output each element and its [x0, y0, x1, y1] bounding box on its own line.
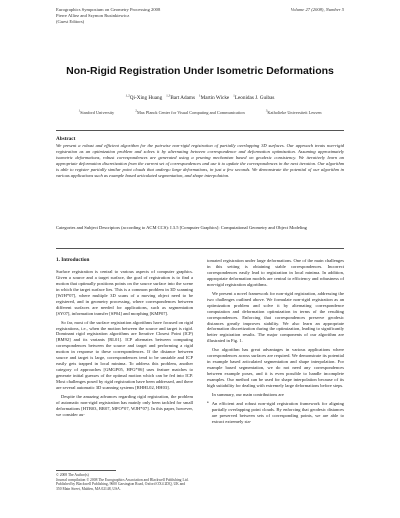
- affiliation-name: Katholieke Universiteit Leuven: [267, 110, 322, 115]
- author-sup: 1,3: [166, 93, 171, 98]
- affiliation-sup: 1: [78, 108, 81, 113]
- author-list: [0, 95, 400, 101]
- abstract-top-rule: [56, 130, 344, 131]
- abstract-text: We present a robust and efficient algorithm for the pairwise non-rigid registration of partially overlapping 3D surfaces. Our approach treats non-rigid registration as an optimization problem and solves it by alternating between correspondence and deformation optimization. Assuming approximately isometric deformations, robust correspondences are generated using a pruning mechanism based on geodesic consistency. We iteratively learn an appropriate deformation discretization from the current set of correspondences and use it to update the correspondences in the next iteration. Our algorithm is able to register partially similar point clouds that undergo large deformations, in just a few seconds. We demonstrate the potential of our algorithm in various applications such as example based articulated segmentation, and shape interpolation.: [56, 143, 344, 178]
- affiliations: [0, 110, 400, 115]
- body-paragraph: Our algorithm has great advantages in various applications where correspondences across surfaces are required. We demonstrate its potential in example based articulated segmentation and shape interpolation. For example based segmentation, we do not need any correspondences between example poses, and it is even possible to handle incomplete examples. Our method can be used for shape interpolation because of its high suitability for dealing with extremely large deformations before steps.: [207, 347, 344, 389]
- right-column: [207, 258, 344, 428]
- body-paragraph: In summary, our main contributions are: [212, 392, 284, 398]
- body-paragraph: We present a novel framework for non-rigid registration, addressing the two challenges outlined above. We formulate non-rigid registration as an optimization problem and solve it by alternating correspondence computation and deformation optimization in terms of the resulting correspondences. Enforcing that correspondences preserve geodesic distances greatly improves stability. We also learn an appropriate deformation discretization during the optimization, leading to significantly better registration results. The major components of our algorithm are illustrated in Fig. 1.: [207, 290, 344, 344]
- affiliation-name: Max Planck Center for Visual Computing and Communication: [136, 110, 245, 115]
- copyright-footer: [56, 470, 193, 492]
- categories-text: Categories and Subject Descriptors (according to ACM CCS): I.3.5 [Computer Graphics]: Computational Geometry and Object Modeling: [56, 225, 307, 230]
- footer-line: Published by Blackwell Publishing, 9600 Garsington Road, Oxford OX4 2DQ, UK and: [56, 482, 186, 487]
- footer-line: © 2008 The Author(s): [56, 473, 89, 477]
- affiliation: [135, 110, 244, 115]
- author-name: Martin Wicke: [200, 95, 230, 101]
- contribution-bullet: [207, 401, 344, 425]
- author-sup: 1: [198, 93, 201, 98]
- affiliation-sup: 3: [265, 108, 268, 113]
- abstract-bottom-rule: [56, 248, 344, 249]
- footer-rule: [56, 470, 116, 471]
- body-paragraph: Surface registration is central to various aspects of computer graphics. Given a source and a target surface, the goal of registration is to find a motion that optimally positions points on the source surface into the scene in which the target surface lies. This is a common problem in 3D scanning [WJH*07], where multiple 3D scans of a moving object need to be registered, and in geometry processing, where correspondences between different surfaces are needed for applications, such as segmentation [SY07], information transfer [SP04] and morphing [KMP07].: [56, 268, 193, 316]
- bullet-icon: •: [207, 400, 209, 406]
- volume-header: Volume 27 (2008), Number 5: [290, 7, 344, 12]
- affiliation-name: Stanford University: [80, 110, 115, 115]
- author-name: Qi-Xing Huang: [129, 95, 163, 101]
- paper-title: Non-Rigid Registration Under Isometric Deformations: [66, 65, 334, 77]
- header-line: (Guest Editors): [56, 18, 85, 24]
- header-line: Eurographics Symposium on Geometry Processing 2008: [56, 7, 161, 12]
- footer-line: Journal compilation © 2008 The Eurographics Association and Blackwell Publishing Ltd.: [56, 477, 189, 482]
- abstract-heading: Abstract: [56, 136, 76, 142]
- affiliation: [78, 110, 114, 115]
- author-name: Bart Adams: [170, 95, 195, 101]
- conference-header: [56, 7, 160, 24]
- section-heading: 1. Introduction: [56, 257, 90, 263]
- body-paragraph: tomated registration under large deformations. One of the main challenges in this setting is obtaining stable correspondences. Incorrect correspondences easily lead to registration in local minima. In addition, appropriate deformation models are central to efficiency and robustness of non-rigid registration algorithms.: [207, 258, 344, 287]
- bullet-text: An efficient and robust non-rigid registration framework for aligning partially overlapping point clouds. By enforcing that geodesic distances are preserved between sets of corresponding points, we are able to extract extremely sta-: [211, 400, 344, 424]
- author-sup: 1,2: [125, 93, 130, 98]
- body-paragraph: Despite the amazing advances regarding rigid registration, the problem of automatic non-rigid registration has mainly only been tackled for small deformations [HTB03, BR07, MFO*07, WJH*07]. In this paper, however, we consider au-: [56, 394, 193, 417]
- author-name: Leonidas J. Guibas: [234, 95, 275, 101]
- affiliation-sup: 2: [135, 108, 137, 113]
- left-column: [56, 258, 193, 421]
- author-sup: 1: [233, 93, 235, 98]
- header-line: Pierre Alliez and Szymon Rusinkiewicz: [56, 12, 130, 18]
- footer-line: 350 Main Street, Malden, MA 02148, USA.: [56, 487, 121, 492]
- body-paragraph: So far, most of the surface registration algorithms have focused on rigid registrations, i.e., when the motion between the source and target is rigid. Dominant rigid registration algorithms are Iterative Closest Point (ICP) [BM92] and its variants [RL01]. ICP alternates between computing correspondences between the source and target and performing a rigid motion in response to these correspondences. If the distance between source and target is large, correspondences tend to be unstable and ICP easily gets trapped in local minima. To address this problem, another category of approaches [GMGP05, HFG*06] uses feature matches to generate initial guesses of the optimal motion which can be fed into ICP. Most challenges posed by rigid registration have been addressed, and there are several automatic 3D scanning systems [RHHL02, HH03].: [56, 319, 193, 391]
- affiliation: [266, 110, 322, 115]
